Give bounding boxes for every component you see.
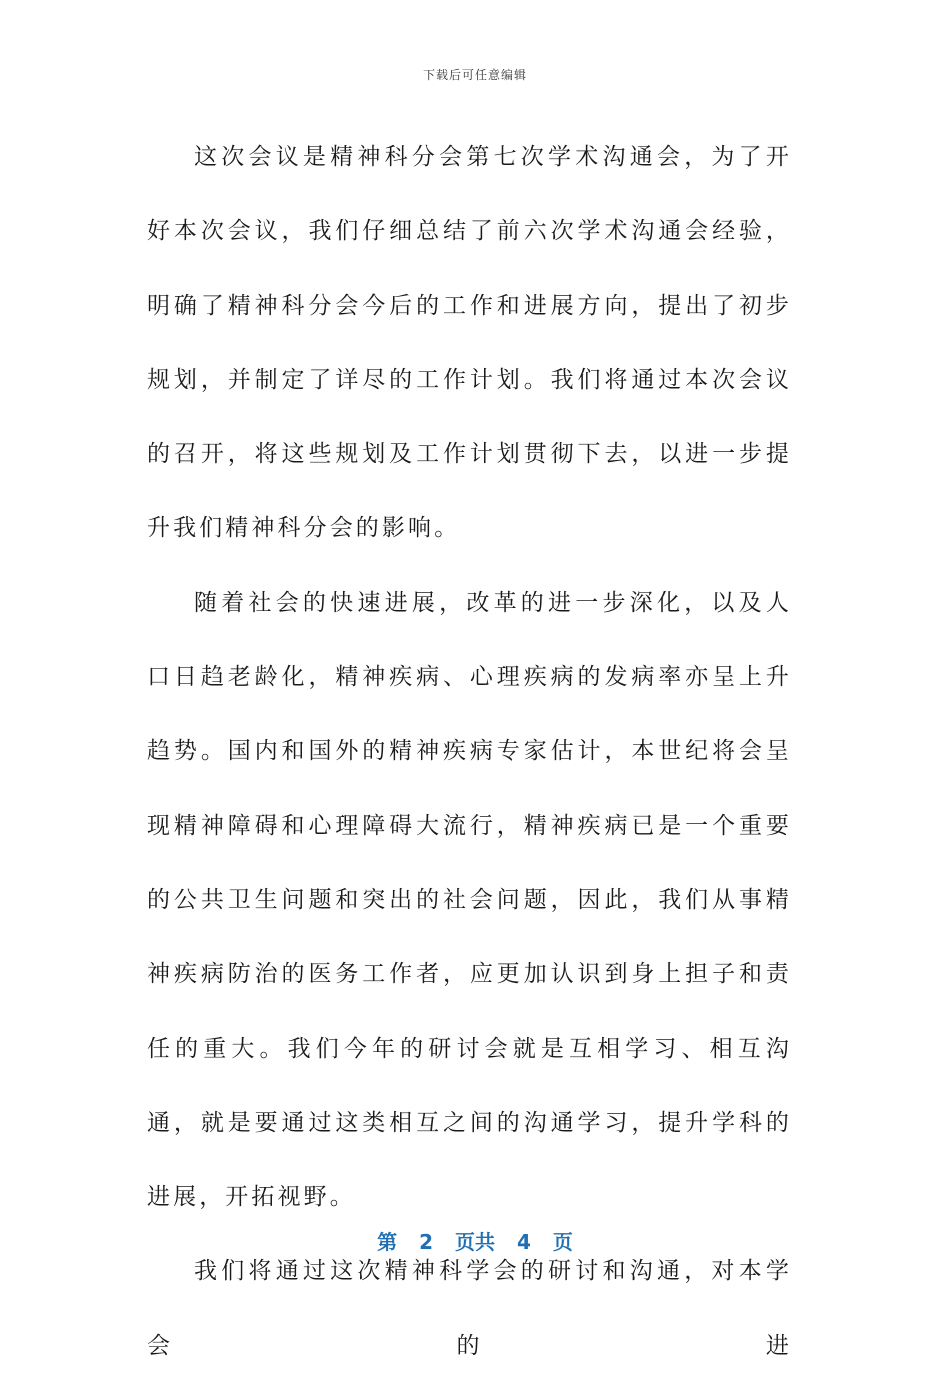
footer-suffix: 页 bbox=[552, 1230, 573, 1254]
footer-total-pages: 4 bbox=[517, 1230, 531, 1254]
footer-current-page: 2 bbox=[419, 1230, 433, 1254]
paragraph-1: 这次会议是精神科分会第七次学术沟通会，为了开好本次会议，我们仔细总结了前六次学术沟通会经验，明确了精神科分会今后的工作和进展方向，提出了初步规划，并制定了详尽的工作计划。我们将通过本次会议的召开，将这些规划及工作计划贯彻下去，以进一步提升我们精神科分会的影响。 bbox=[147, 144, 792, 542]
paragraph-2: 随着社会的快速进展，改革的进一步深化，以及人口日趋老龄化，精神疾病、心理疾病的发病率亦呈上升趋势。国内和国外的精神疾病专家估计，本世纪将会呈现精神障碍和心理障碍大流行，精神疾病已是一个重要的公共卫生问题和突出的社会问题，因此，我们从事精神疾病防治的医务工作者，应更加认识到身上担子和责任的重大。我们今年的研讨会就是互相学习、相互沟通，就是要通过这类相互之间的沟通学习，提升学科的进展，开拓视野。 bbox=[147, 589, 792, 1211]
paragraph-3: 我们将通过这次精神科学会的研讨和沟通，对本学会的进 bbox=[147, 1258, 792, 1359]
footer-prefix: 第 bbox=[377, 1230, 398, 1254]
footer-middle: 页共 bbox=[455, 1230, 495, 1254]
page-header: 下载后可任意编辑 bbox=[422, 68, 527, 82]
document-body bbox=[147, 120, 792, 1383]
page-footer bbox=[0, 1226, 950, 1255]
